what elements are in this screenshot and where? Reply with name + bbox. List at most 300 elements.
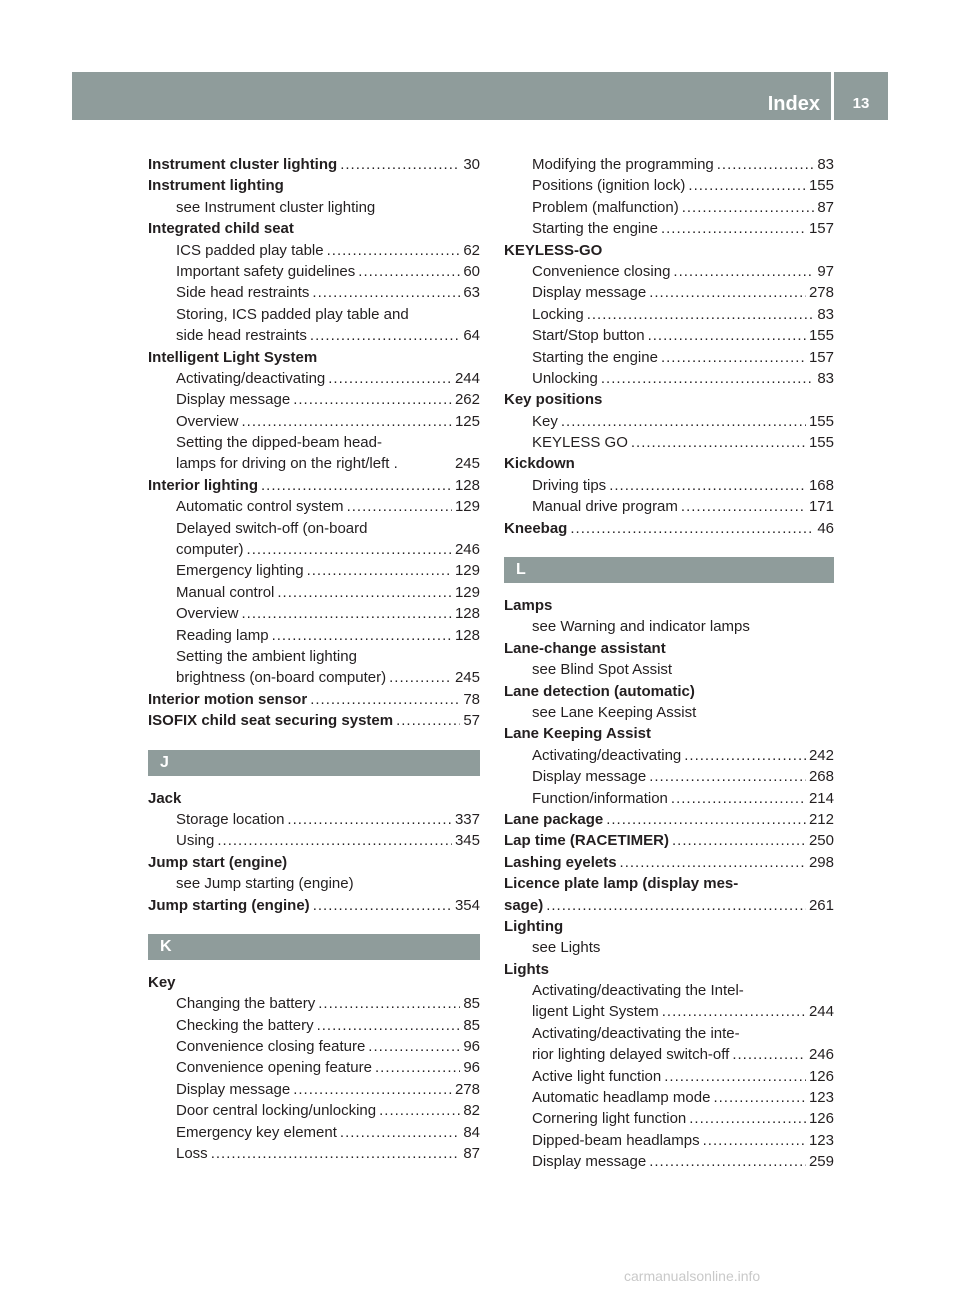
leader-dots [649, 1151, 806, 1172]
leader-dots [620, 852, 806, 873]
entry-text: KEYLESS-GO [504, 241, 603, 259]
page-reference[interactable]: 345 [454, 832, 480, 850]
index-subentry [504, 616, 834, 637]
page-reference[interactable]: 83 [817, 369, 834, 387]
index-entry[interactable] [504, 830, 834, 851]
leader-dots [601, 368, 814, 389]
leader-dots [379, 1100, 460, 1121]
index-subentry[interactable] [148, 560, 480, 581]
index-subentry[interactable] [504, 788, 834, 809]
entry-text: Lane package [504, 810, 604, 828]
index-entry [148, 218, 480, 239]
index-subentry[interactable] [148, 1015, 480, 1036]
page-reference[interactable]: 62 [463, 241, 480, 259]
page-reference[interactable]: 268 [808, 768, 834, 786]
index-subentry[interactable] [504, 282, 834, 303]
leader-dots [375, 1057, 460, 1078]
index-subentry[interactable] [504, 1066, 834, 1087]
index-entry[interactable] [148, 710, 480, 731]
entry-text: Lighting [504, 917, 564, 935]
entry-text: Lamps [504, 597, 553, 615]
entry-text: Intelligent Light System [148, 348, 318, 366]
page-reference[interactable]: 83 [817, 305, 834, 323]
entry-text: brightness (on-board computer) [176, 669, 387, 687]
index-subentry[interactable] [148, 539, 480, 560]
page-reference[interactable]: 337 [454, 810, 480, 828]
leader-dots [287, 809, 452, 830]
leader-dots [247, 539, 452, 560]
entry-text: Display message [532, 768, 647, 786]
page-reference[interactable]: 212 [808, 810, 834, 828]
index-subentry[interactable] [504, 218, 834, 239]
page-reference[interactable]: 155 [808, 412, 834, 430]
leader-dots [661, 218, 806, 239]
index-entry[interactable] [148, 895, 480, 916]
entry-text: Activating/deactivating the inte- [532, 1024, 740, 1042]
index-entry [504, 240, 834, 261]
page-reference[interactable]: 278 [808, 284, 834, 302]
entry-text: Activating/deactivating [532, 746, 682, 764]
page-reference[interactable]: 123 [808, 1131, 834, 1149]
entry-text: Activating/deactivating the Intel- [532, 982, 744, 1000]
leader-dots [689, 1108, 806, 1129]
page-reference[interactable]: 57 [463, 712, 480, 730]
entry-text: Lashing eyelets [504, 853, 617, 871]
entry-text: Delayed switch-off (on-board [176, 519, 368, 537]
page-reference[interactable]: 354 [454, 896, 480, 914]
index-subentry[interactable] [148, 993, 480, 1014]
entry-text: Automatic headlamp mode [532, 1089, 711, 1107]
leader-dots [703, 1130, 806, 1151]
page-reference[interactable]: 298 [808, 853, 834, 871]
index-subentry[interactable] [504, 411, 834, 432]
index-entry [504, 959, 834, 980]
entry-text: see Jump starting (engine) [176, 875, 354, 893]
index-subentry[interactable] [148, 1122, 480, 1143]
index-entry [148, 175, 480, 196]
page-reference[interactable]: 85 [463, 1016, 480, 1034]
entry-text: Automatic control system [176, 498, 344, 516]
page-reference[interactable]: 129 [454, 498, 480, 516]
entry-text: Interior motion sensor [148, 690, 308, 708]
entry-text: see Lane Keeping Assist [532, 703, 697, 721]
page-reference[interactable]: 85 [463, 995, 480, 1013]
entry-text: see Blind Spot Assist [532, 661, 673, 679]
page-reference[interactable]: 87 [817, 198, 834, 216]
entry-text: Kneebag [504, 519, 568, 537]
entry-text: Active light function [532, 1067, 662, 1085]
index-subentry[interactable] [148, 368, 480, 389]
leader-dots [317, 1015, 461, 1036]
entry-text: Emergency key element [176, 1123, 337, 1141]
index-subentry [148, 304, 480, 325]
index-subentry[interactable] [504, 325, 834, 346]
leader-dots [732, 1044, 806, 1065]
leader-dots [648, 325, 806, 346]
index-subentry[interactable] [148, 453, 480, 474]
entry-text: ISOFIX child seat securing system [148, 712, 394, 730]
page-reference[interactable]: 30 [463, 156, 480, 173]
page-reference[interactable]: 96 [463, 1038, 480, 1056]
entry-text: Convenience closing [532, 262, 671, 280]
page-reference[interactable]: 168 [808, 476, 834, 494]
entry-text: Checking the battery [176, 1016, 314, 1034]
index-subentry[interactable] [504, 1001, 834, 1022]
entry-text: Key [148, 973, 176, 991]
page-reference[interactable]: 97 [817, 262, 834, 280]
index-subentry[interactable] [148, 240, 480, 261]
index-subentry[interactable] [148, 1057, 480, 1078]
index-entry[interactable] [148, 154, 480, 175]
entry-text: Activating/deactivating [176, 369, 326, 387]
entry-text: Important safety guidelines [176, 262, 356, 280]
leader-dots [396, 710, 460, 731]
page-reference[interactable]: 214 [808, 789, 834, 807]
leader-dots [310, 325, 460, 346]
leader-dots [293, 389, 452, 410]
index-subentry[interactable] [148, 582, 480, 603]
leader-dots [662, 1001, 806, 1022]
page-reference[interactable]: 157 [808, 348, 834, 366]
entry-text: see Lights [532, 939, 601, 957]
entry-text: Manual control [176, 583, 275, 601]
entry-text: Dipped-beam headlamps [532, 1131, 700, 1149]
index-subentry[interactable] [504, 304, 834, 325]
page-reference[interactable]: 63 [463, 284, 480, 302]
entry-text: Overview [176, 605, 239, 623]
page-reference[interactable]: 46 [817, 519, 834, 537]
leader-dots [664, 1066, 806, 1087]
page-reference[interactable]: 123 [808, 1089, 834, 1107]
entry-text: Overview [176, 412, 239, 430]
section-letter-k: K [148, 934, 480, 960]
entry-text: see Instrument cluster lighting [176, 198, 376, 216]
index-subentry[interactable] [504, 1087, 834, 1108]
entry-text: Lights [504, 960, 549, 978]
page-reference[interactable]: 128 [454, 605, 480, 623]
page-reference[interactable]: 245 [454, 455, 480, 473]
entry-text: Using [176, 832, 215, 850]
leader-dots [713, 1087, 806, 1108]
index-subentry [148, 518, 480, 539]
leader-dots [261, 475, 452, 496]
leader-dots [368, 1036, 460, 1057]
section-letter-j: J [148, 750, 480, 776]
index-subentry[interactable] [148, 411, 480, 432]
page-reference[interactable]: 128 [454, 626, 480, 644]
leader-dots [546, 895, 806, 916]
section-title: Index [767, 93, 820, 115]
entry-text: Instrument cluster lighting [148, 156, 338, 173]
index-subentry [504, 659, 834, 680]
leader-dots [211, 1143, 461, 1164]
page-reference[interactable]: 64 [463, 327, 480, 345]
entry-text: Lane detection (automatic) [504, 682, 695, 700]
leader-dots [684, 745, 806, 766]
page-reference[interactable]: 250 [808, 832, 834, 850]
entry-text: Setting the ambient lighting [176, 647, 357, 665]
entry-text: ICS padded play table [176, 241, 324, 259]
entry-text: Lap time (RACETIMER) [504, 832, 669, 850]
index-subentry [148, 197, 480, 218]
index-subentry[interactable] [504, 1108, 834, 1129]
leader-dots [673, 261, 814, 282]
leader-dots [672, 830, 806, 851]
entry-text: Integrated child seat [148, 220, 294, 238]
leader-dots [340, 1122, 460, 1143]
index-subentry[interactable] [504, 745, 834, 766]
page-reference[interactable]: 83 [817, 156, 834, 173]
leader-dots [609, 475, 806, 496]
entry-text: Jump starting (engine) [148, 896, 310, 914]
entry-text: sage) [504, 896, 544, 914]
section-letter-l: L [504, 557, 834, 583]
entry-text: Kickdown [504, 455, 575, 473]
page-reference[interactable]: 129 [454, 562, 480, 580]
leader-dots [681, 496, 806, 517]
index-entry [148, 852, 480, 873]
index-subentry [148, 873, 480, 894]
leader-dots [570, 518, 814, 539]
leader-dots [717, 154, 815, 175]
entry-text: Driving tips [532, 476, 607, 494]
entry-text: Jack [148, 789, 182, 807]
entry-text: Display message [532, 284, 647, 302]
header-bar [72, 72, 888, 120]
entry-text: ligent Light System [532, 1003, 659, 1021]
index-entry [504, 723, 834, 744]
entry-text: Loss [176, 1145, 208, 1163]
leader-dots [242, 603, 452, 624]
index-subentry[interactable] [148, 496, 480, 517]
entry-text: Starting the engine [532, 220, 658, 238]
leader-dots [649, 282, 806, 303]
page-reference[interactable]: 246 [454, 541, 480, 559]
entry-text: Display message [176, 1080, 291, 1098]
index-subentry[interactable] [504, 1044, 834, 1065]
page-reference[interactable]: 244 [808, 1003, 834, 1021]
page-reference[interactable]: 125 [454, 412, 480, 430]
page-reference[interactable]: 126 [808, 1067, 834, 1085]
leader-dots [671, 788, 806, 809]
index-subentry[interactable] [504, 175, 834, 196]
leader-dots [293, 1079, 452, 1100]
entry-text: KEYLESS GO [532, 434, 628, 452]
entry-text: Display message [176, 391, 291, 409]
leader-dots [649, 766, 806, 787]
index-subentry[interactable] [148, 282, 480, 303]
entry-text: Display message [532, 1153, 647, 1171]
index-column-right [504, 154, 834, 1173]
page-reference[interactable]: 259 [808, 1153, 834, 1171]
index-subentry[interactable] [148, 830, 480, 851]
leader-dots [389, 667, 452, 688]
leader-dots [318, 993, 460, 1014]
index-subentry [504, 702, 834, 723]
index-subentry[interactable] [504, 496, 834, 517]
index-subentry[interactable] [504, 368, 834, 389]
page-reference[interactable]: 157 [808, 220, 834, 238]
index-subentry[interactable] [148, 603, 480, 624]
entry-text: Storing, ICS padded play table and [176, 305, 409, 323]
index-entry [504, 916, 834, 937]
index-entry [148, 347, 480, 368]
leader-dots [307, 560, 452, 581]
index-entry[interactable] [504, 809, 834, 830]
index-subentry[interactable] [504, 1151, 834, 1172]
index-entry [504, 638, 834, 659]
leader-dots [688, 175, 806, 196]
entry-text: Door central locking/unlocking [176, 1102, 377, 1120]
index-subentry[interactable] [504, 432, 834, 453]
index-subentry[interactable] [504, 154, 834, 175]
index-subentry[interactable] [504, 475, 834, 496]
page-reference[interactable]: 261 [808, 896, 834, 914]
index-subentry [504, 1023, 834, 1044]
index-subentry[interactable] [504, 347, 834, 368]
page-reference[interactable]: 60 [463, 262, 480, 280]
index-subentry[interactable] [504, 197, 834, 218]
entry-text: Unlocking [532, 369, 598, 387]
leader-dots [327, 240, 461, 261]
entry-text: Manual drive program [532, 498, 678, 516]
entry-text: Licence plate lamp (display mes- [504, 875, 739, 893]
entry-text: Start/Stop button [532, 327, 645, 345]
entry-text: Interior lighting [148, 476, 258, 494]
index-entry [504, 453, 834, 474]
index-entry[interactable] [148, 475, 480, 496]
page-reference[interactable]: 278 [454, 1080, 480, 1098]
leader-dots [312, 282, 460, 303]
page-reference[interactable]: 155 [808, 177, 834, 195]
entry-text: Key [532, 412, 558, 430]
index-entry[interactable] [504, 852, 834, 873]
entry-text: Setting the dipped-beam head- [176, 434, 382, 452]
page-reference[interactable]: 82 [463, 1102, 480, 1120]
entry-text: Starting the engine [532, 348, 658, 366]
page-reference[interactable]: 245 [454, 669, 480, 687]
entry-text: see Warning and indicator lamps [532, 618, 750, 636]
index-subentry[interactable] [148, 1079, 480, 1100]
leader-dots [277, 582, 452, 603]
index-subentry[interactable] [148, 1036, 480, 1057]
entry-text: Cornering light function [532, 1110, 687, 1128]
page-reference[interactable]: 155 [808, 434, 834, 452]
leader-dots [358, 261, 460, 282]
entry-text: Lane Keeping Assist [504, 725, 651, 743]
index-subentry[interactable] [148, 325, 480, 346]
index-entry [148, 972, 480, 993]
index-subentry[interactable] [148, 809, 480, 830]
entry-text: Reading lamp [176, 626, 269, 644]
leader-dots [661, 347, 806, 368]
index-subentry[interactable] [148, 1100, 480, 1121]
leader-dots [272, 625, 452, 646]
index-entry[interactable] [504, 518, 834, 539]
index-entry[interactable] [504, 895, 834, 916]
index-subentry[interactable] [504, 1130, 834, 1151]
entry-text: Locking [532, 305, 584, 323]
entry-text: Instrument lighting [148, 177, 284, 195]
index-subentry[interactable] [148, 261, 480, 282]
index-subentry[interactable] [504, 766, 834, 787]
page-reference[interactable]: 246 [808, 1046, 834, 1064]
page-reference[interactable]: 244 [454, 369, 480, 387]
page-reference[interactable]: 96 [463, 1059, 480, 1077]
leader-dots [310, 689, 460, 710]
leader-dots [217, 830, 452, 851]
index-entry[interactable] [148, 689, 480, 710]
leader-dots [606, 809, 806, 830]
page-reference[interactable]: 126 [808, 1110, 834, 1128]
leader-dots [631, 432, 806, 453]
entry-text: Emergency lighting [176, 562, 304, 580]
index-entry [504, 681, 834, 702]
page-reference[interactable]: 87 [463, 1145, 480, 1163]
entry-text: Convenience opening feature [176, 1059, 372, 1077]
entry-text: lamps for driving on the right/left . [176, 455, 398, 473]
entry-text: computer) [176, 541, 244, 559]
index-subentry [504, 937, 834, 958]
entry-text: rior lighting delayed switch-off [532, 1046, 730, 1064]
page-reference[interactable]: 155 [808, 327, 834, 345]
page-reference[interactable]: 128 [454, 476, 480, 494]
entry-text: side head restraints [176, 327, 307, 345]
leader-dots [561, 411, 806, 432]
page-number: 13 [852, 95, 870, 112]
leader-dots [313, 895, 452, 916]
index-subentry[interactable] [148, 1143, 480, 1164]
entry-text: Function/information [532, 789, 668, 807]
index-subentry[interactable] [148, 625, 480, 646]
index-subentry [504, 980, 834, 1001]
page-reference[interactable]: 78 [463, 690, 480, 708]
watermark: carmanualsonline.info [624, 1268, 761, 1284]
index-subentry[interactable] [148, 667, 480, 688]
entry-text: Lane-change assistant [504, 639, 666, 657]
entry-text: Side head restraints [176, 284, 310, 302]
index-column-left [148, 154, 480, 1164]
leader-dots [340, 154, 460, 175]
entry-text: Key positions [504, 391, 603, 409]
index-subentry [148, 432, 480, 453]
entry-text: Storage location [176, 810, 285, 828]
leader-dots [328, 368, 452, 389]
page-reference[interactable]: 262 [454, 391, 480, 409]
entry-text: Problem (malfunction) [532, 198, 679, 216]
page-reference[interactable]: 242 [808, 746, 834, 764]
entry-text: Changing the battery [176, 995, 316, 1013]
leader-dots [682, 197, 815, 218]
leader-dots [242, 411, 452, 432]
index-subentry[interactable] [504, 261, 834, 282]
leader-dots [587, 304, 815, 325]
index-entry [148, 788, 480, 809]
page-reference[interactable]: 171 [808, 498, 834, 516]
index-subentry[interactable] [148, 389, 480, 410]
index-entry [504, 595, 834, 616]
page-reference[interactable]: 129 [454, 583, 480, 601]
entry-text: Positions (ignition lock) [532, 177, 686, 195]
index-entry [504, 389, 834, 410]
index-subentry [148, 646, 480, 667]
entry-text: Modifying the programming [532, 156, 714, 173]
leader-dots [347, 496, 452, 517]
index-entry [504, 873, 834, 894]
page-reference[interactable]: 84 [463, 1123, 480, 1141]
entry-text: Convenience closing feature [176, 1038, 366, 1056]
entry-text: Jump start (engine) [148, 853, 288, 871]
